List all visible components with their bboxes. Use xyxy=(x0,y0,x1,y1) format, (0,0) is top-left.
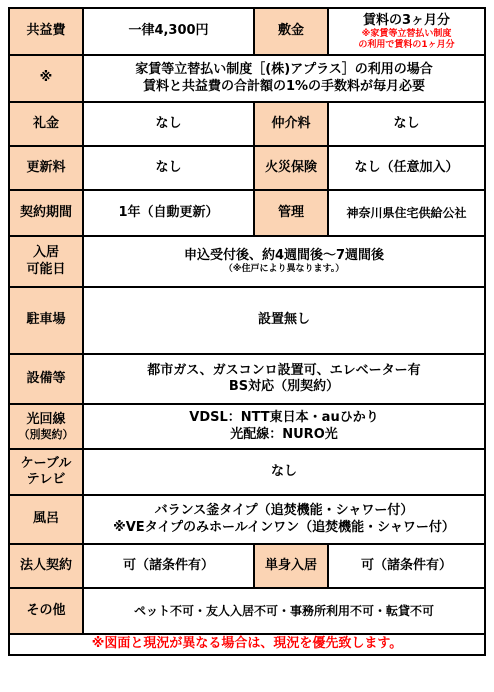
label-sonota: その他 xyxy=(9,588,83,634)
row-hikari xyxy=(9,404,485,449)
label-shikikin-text: 敷金 xyxy=(277,23,304,39)
row-keiyaku-kanri xyxy=(9,190,485,236)
value-chushajo: 設置無し xyxy=(83,287,485,354)
value-kome xyxy=(83,55,485,102)
row-footnote xyxy=(9,634,485,655)
label-tanshin: 単身入居 xyxy=(254,544,328,588)
value-kasai: なし（任意加入） xyxy=(328,146,485,190)
value-hikari xyxy=(83,404,485,449)
row-setsubi xyxy=(9,354,485,404)
value-setsubi xyxy=(83,354,485,404)
hikari-line-2: 光配線：NURO光 xyxy=(230,426,338,442)
value-sonota: ペット不可・友人入居不可・事務所利用不可・転貸不可 xyxy=(83,588,485,634)
value-kanri: 神奈川県住宅供給公社 xyxy=(328,190,485,236)
value-hojin: 可（諸条件有） xyxy=(83,544,254,588)
label-cable xyxy=(9,449,83,495)
label-nyukyo xyxy=(9,236,83,287)
shikikin-note-1: ※家賃等立替払い制度 xyxy=(361,28,452,39)
shikikin-note-2: の利用で賃料の1ヶ月分 xyxy=(358,39,455,50)
nyukyo-main: 申込受付後、約4週間後～7週間後 xyxy=(183,247,385,263)
label-cable-2: テレビ xyxy=(26,472,66,487)
label-keiyaku: 契約期間 xyxy=(9,190,83,236)
value-shikikin xyxy=(328,8,485,55)
row-sonota xyxy=(9,588,485,634)
value-keiyaku: 1年（自動更新） xyxy=(83,190,254,236)
row-koshinryo-kasai xyxy=(9,146,485,190)
value-koshinryo: なし xyxy=(83,146,254,190)
value-nyukyo xyxy=(83,236,485,287)
value-reikin: なし xyxy=(83,102,254,146)
row-chushajo xyxy=(9,287,485,354)
label-furo: 風呂 xyxy=(9,495,83,544)
furo-line-2: ※VEタイプのみホールインワン（追焚機能・シャワー付） xyxy=(113,519,455,535)
label-kanri: 管理 xyxy=(254,190,328,236)
row-kyoekihi-shikikin xyxy=(9,8,485,55)
value-kyoekihi: 一律4,300円 xyxy=(83,8,254,55)
label-chushajo: 駐車場 xyxy=(9,287,83,354)
furo-line-1: バランス釜タイプ（追焚機能・シャワー付） xyxy=(154,503,414,519)
label-kyoekihi: 共益費 xyxy=(9,8,83,55)
hikari-line-1: VDSL：NTT東日本・auひかり xyxy=(189,410,379,426)
row-nyukyo xyxy=(9,236,485,287)
row-cable xyxy=(9,449,485,495)
label-hikari xyxy=(9,404,83,449)
setsubi-line-1: 都市ガス、ガスコンロ設置可、エレベーター有 xyxy=(147,362,421,378)
kome-line-1: 家賃等立替払い制度［(株)アプラス］の利用の場合 xyxy=(135,62,433,78)
value-shikikin-main: 賃料の3ヶ月分 xyxy=(362,12,451,28)
value-chukairyo: なし xyxy=(328,102,485,146)
property-terms-table xyxy=(8,7,486,656)
kome-line-2: 賃料と共益費の合計額の1%の手数料が毎月必要 xyxy=(142,78,426,94)
label-cable-1: ケーブル xyxy=(20,455,72,471)
label-hojin: 法人契約 xyxy=(9,544,83,588)
value-tanshin: 可（諸条件有） xyxy=(328,544,485,588)
label-koshinryo: 更新料 xyxy=(9,146,83,190)
row-reikin-chukairyo xyxy=(9,102,485,146)
footnote: ※図面と現況が異なる場合は、現況を優先致します。 xyxy=(9,634,485,655)
setsubi-line-2: BS対応（別契約） xyxy=(228,379,340,394)
nyukyo-note: （※住戸により異なります。） xyxy=(223,264,345,275)
value-furo xyxy=(83,495,485,544)
label-chukairyo: 仲介料 xyxy=(254,102,328,146)
label-kasai: 火災保険 xyxy=(254,146,328,190)
value-cable: なし xyxy=(83,449,485,495)
property-terms-sheet xyxy=(8,7,484,656)
label-nyukyo-2: 可能日 xyxy=(26,261,66,277)
row-furo xyxy=(9,495,485,544)
label-shikikin xyxy=(254,8,328,55)
label-hikari-2: （別契約） xyxy=(18,427,74,441)
label-hikari-1: 光回線 xyxy=(26,411,66,427)
label-reikin: 礼金 xyxy=(9,102,83,146)
label-setsubi: 設備等 xyxy=(9,354,83,404)
row-kome xyxy=(9,55,485,102)
label-nyukyo-1: 入居 xyxy=(32,245,59,261)
label-kome: ※ xyxy=(9,55,83,102)
row-hojin-tanshin xyxy=(9,544,485,588)
